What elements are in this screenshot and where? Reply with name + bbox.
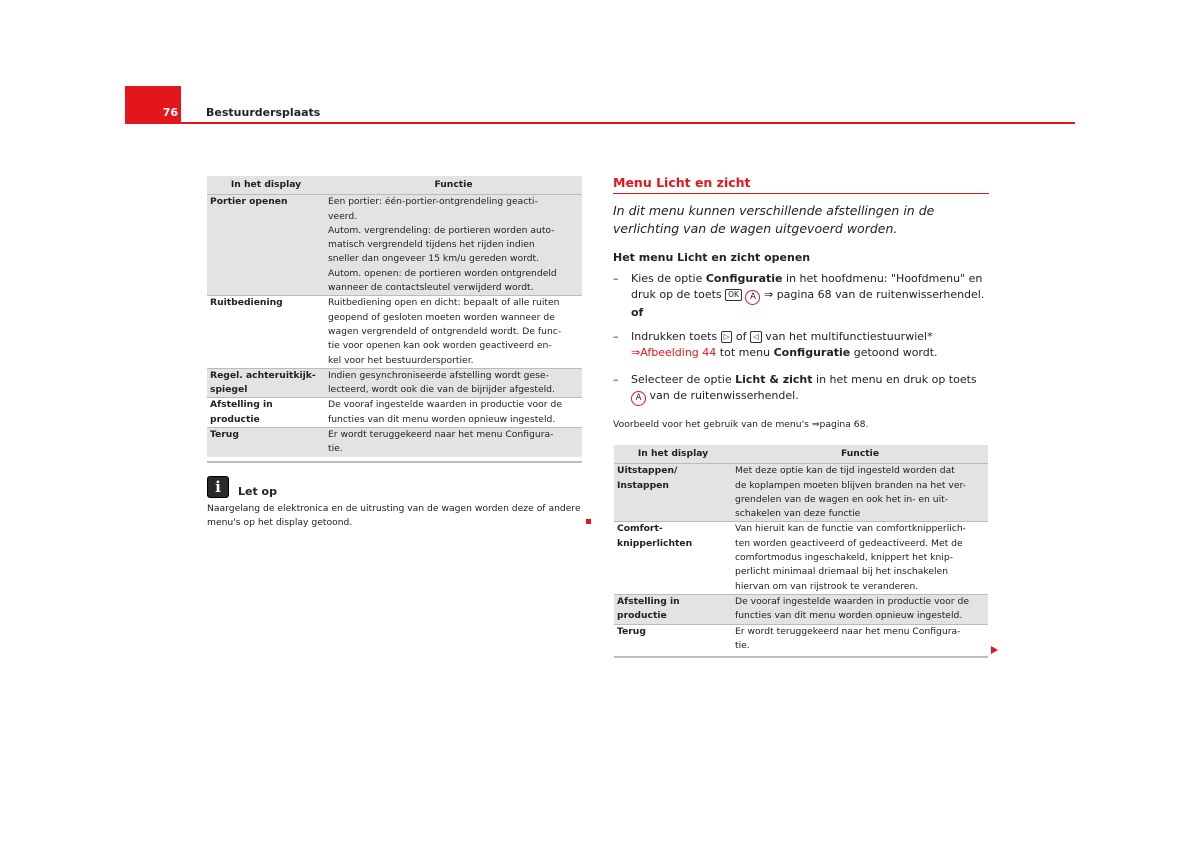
step-text: [631, 329, 988, 361]
description-line: wanneer de contactsleutel verwijderd wordt.: [328, 282, 534, 294]
step-text-part: Kies de optie: [631, 272, 706, 285]
display-item: Uitstappen/ Instappen: [614, 464, 732, 522]
step-text-part: van de ruitenwisserhendel.: [646, 389, 799, 402]
note-title: Let op: [238, 485, 277, 498]
table-header-row: [614, 445, 988, 464]
column-header-display: In het display: [614, 445, 732, 464]
function-description: [732, 624, 988, 653]
description-line: ten worden geactiveerd of gedeactiveerd. Met de: [735, 537, 963, 549]
example-text: pagina 68.: [819, 419, 869, 430]
table-row: [614, 594, 988, 624]
function-description: [325, 195, 582, 296]
description-line: comfortmodus ingeschakeld, knippert het knip-: [735, 552, 953, 564]
option-name: Licht & zicht: [735, 373, 813, 386]
description-line: Er wordt teruggekeerd naar het menu Configura-: [328, 429, 554, 441]
description-line: sneller dan ongeveer 15 km/u gereden wordt.: [328, 253, 540, 265]
display-item: Afstelling in productie: [614, 594, 732, 624]
figure-reference-link[interactable]: Afbeelding 44: [640, 346, 717, 359]
description-line: lecteerd, wordt ook die van de bijrijder afgesteld.: [328, 384, 555, 396]
continue-arrow-icon: [991, 646, 998, 654]
page-number: 76: [162, 106, 178, 119]
description-line: Er wordt teruggekeerd naar het menu Configura-: [735, 625, 961, 637]
example-note: [613, 419, 868, 430]
column-header-display: In het display: [207, 176, 325, 195]
function-description: [732, 594, 988, 624]
description-line: perlicht minimaal driemaal bij het inschakelen: [735, 566, 949, 578]
arrow-icon: ⇒: [631, 346, 641, 359]
display-item: Terug: [614, 624, 732, 653]
option-name: Configuratie: [773, 346, 851, 359]
step-text-part: Selecteer de optie: [631, 373, 736, 386]
description-line: grendelen van de wagen en ook het in- en uit-: [735, 493, 949, 505]
description-line: tie.: [735, 639, 750, 651]
description-line: de koplampen moeten blijven branden na het ver-: [735, 479, 967, 491]
step-text: [631, 271, 988, 321]
description-line: De vooraf ingestelde waarden in productie voor de: [735, 595, 969, 607]
left-arrow-key-icon: ◁: [750, 331, 762, 343]
description-line: tie voor openen kan ook worden geactiveerd en-: [328, 340, 552, 352]
description-line: hiervan om van rijstrook te veranderen.: [735, 580, 919, 592]
display-item: Regel. achteruitkijk-spiegel: [207, 368, 325, 398]
step-text-part: in het hoofdmenu: "Hoofdmenu" en druk op de toets: [631, 272, 983, 301]
description-line: De vooraf ingestelde waarden in productie voor de: [328, 399, 562, 411]
display-item: Terug: [207, 428, 325, 457]
a-key-icon: A: [745, 290, 760, 305]
description-line: kel voor het bestuurdersportier.: [328, 354, 474, 366]
table-row: [207, 296, 582, 368]
description-line: schakelen van deze functie: [735, 508, 861, 520]
dash-bullet: –: [613, 373, 619, 386]
step-text-part: getoond wordt.: [850, 346, 938, 359]
function-description: [325, 368, 582, 398]
display-item: Comfort-knipperlichten: [614, 522, 732, 594]
right-arrow-key-icon: ▷: [721, 331, 733, 343]
function-description: [325, 428, 582, 457]
description-line: Van hieruit kan de functie van comfortknipperlich-: [735, 523, 966, 535]
description-line: Ruitbediening open en dicht: bepaalt of alle ruiten: [328, 297, 560, 309]
description-line: Indien gesynchroniseerde afstelling wordt gese-: [328, 369, 549, 381]
left-function-table: [207, 176, 582, 457]
dash-bullet: –: [613, 272, 619, 285]
example-text: Voorbeeld voor het gebruik van de menu's: [613, 419, 812, 430]
table-bottom-rule: [614, 656, 988, 658]
ok-key-icon: OK: [725, 289, 742, 301]
description-line: veerd.: [328, 210, 358, 222]
step-text-part: van het multifunctiestuurwiel*: [761, 330, 933, 343]
step-text-part: tot menu: [716, 346, 774, 359]
step-text-part: Indrukken toets: [631, 330, 721, 343]
end-of-section-marker: [586, 519, 591, 524]
section-title: Bestuurdersplaats: [206, 106, 321, 119]
menu-heading-rule: [613, 193, 989, 194]
table-header-row: [207, 176, 582, 195]
description-line: matisch vergrendeld tijdens het rijden indien: [328, 239, 535, 251]
description-line: Een portier: één-portier-ontgrendeling geacti-: [328, 196, 538, 208]
step-text-part: of: [732, 330, 751, 343]
table-row: [614, 464, 988, 522]
table-row: [207, 428, 582, 457]
menu-heading: Menu Licht en zicht: [613, 175, 751, 190]
a-key-icon: A: [631, 391, 646, 406]
description-line: wagen vergrendeld of ontgrendeld wordt. De func-: [328, 325, 562, 337]
step-item: [613, 329, 988, 361]
or-word: of: [631, 306, 644, 319]
table-row: [207, 368, 582, 398]
header-rule: [125, 122, 1075, 124]
note-text: Naargelang de elektronica en de uitrusting van de wagen worden deze of andere menu's op het display getoond.: [207, 503, 581, 528]
display-item: Portier openen: [207, 195, 325, 296]
table-row: [614, 522, 988, 594]
info-icon: i: [207, 476, 229, 498]
description-line: Autom. openen: de portieren worden ontgrendeld: [328, 267, 557, 279]
description-line: functies van dit menu worden opnieuw ingesteld.: [328, 413, 556, 425]
column-header-function: Functie: [732, 445, 988, 464]
description-line: tie.: [328, 443, 343, 455]
description-line: Met deze optie kan de tijd ingesteld worden dat: [735, 465, 955, 477]
display-item: Afstelling in productie: [207, 398, 325, 428]
display-item: Ruitbediening: [207, 296, 325, 368]
step-item: [613, 271, 988, 321]
table-row: [614, 624, 988, 653]
function-description: [732, 522, 988, 594]
step-text: [631, 372, 988, 406]
menu-intro: In dit menu kunnen verschillende afstellingen in de verlichting van de wagen uitgevoerd worden.: [613, 203, 935, 236]
description-line: Autom. vergrendeling: de portieren worden auto-: [328, 224, 555, 236]
step-text-part: pagina 68 van de ruitenwisserhendel.: [773, 288, 985, 301]
step-item: [613, 372, 988, 406]
table-row: [207, 195, 582, 296]
description-line: geopend of gesloten moeten worden wanneer de: [328, 311, 555, 323]
description-line: functies van dit menu worden opnieuw ingesteld.: [735, 610, 963, 622]
function-description: [732, 464, 988, 522]
step-text-part: in het menu en druk op toets: [812, 373, 977, 386]
function-description: [325, 296, 582, 368]
function-description: [325, 398, 582, 428]
table-row: [207, 398, 582, 428]
right-function-table: [614, 445, 988, 653]
option-name: Configuratie: [705, 272, 783, 285]
menu-subheading: Het menu Licht en zicht openen: [613, 251, 811, 264]
arrow-icon: ⇒: [763, 288, 774, 301]
column-header-function: Functie: [325, 176, 582, 195]
table-bottom-rule: [207, 461, 582, 463]
arrow-icon: ⇒: [811, 419, 820, 430]
dash-bullet: –: [613, 330, 619, 343]
